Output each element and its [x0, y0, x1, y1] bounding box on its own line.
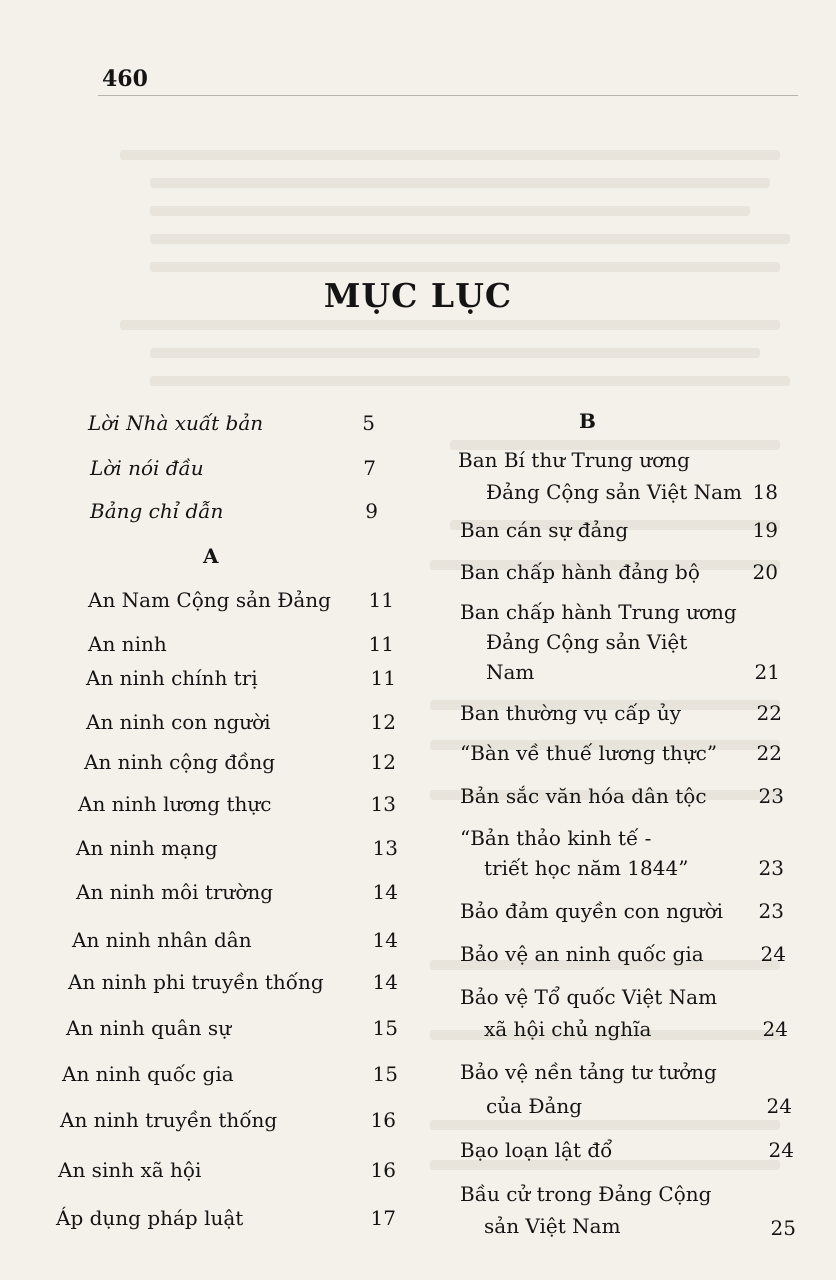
toc-entry-continuation: của Đảng	[486, 1094, 583, 1118]
header-rule	[98, 95, 798, 96]
toc-page: 13	[370, 792, 396, 816]
toc-entry: Áp dụng pháp luật	[56, 1206, 244, 1230]
toc-entry: Ban chấp hành đảng bộ	[460, 560, 700, 584]
toc-entry-continuation: Nam	[486, 660, 535, 684]
toc-entry: An ninh môi trường	[76, 880, 274, 904]
toc-page: 12	[370, 750, 396, 774]
toc-page: 18	[752, 480, 778, 504]
toc-entry: An ninh phi truyền thống	[68, 970, 324, 994]
toc-page: 24	[768, 1138, 794, 1162]
toc-page: 16	[370, 1108, 396, 1132]
toc-page: 19	[752, 518, 778, 542]
toc-entry: An ninh quân sự	[66, 1016, 232, 1040]
toc-entry-continuation: xã hội chủ nghĩa	[484, 1017, 652, 1041]
toc-entry: Bảo vệ nền tảng tư tưởng	[460, 1060, 717, 1084]
toc-page: 13	[372, 836, 398, 860]
toc-entry: Ban thường vụ cấp ủy	[460, 701, 682, 725]
section-letter-a: A	[203, 544, 219, 568]
toc-entry-continuation: Đảng Cộng sản Việt Nam	[486, 480, 743, 504]
toc-page: 24	[760, 942, 786, 966]
section-letter-b: B	[579, 409, 596, 433]
toc-page: 9	[365, 499, 378, 523]
page-number: 460	[102, 66, 148, 92]
toc-entry: An Nam Cộng sản Đảng	[88, 588, 331, 612]
toc-page: 23	[758, 784, 784, 808]
toc-page: 14	[372, 970, 398, 994]
toc-page: 14	[372, 928, 398, 952]
toc-page: 11	[368, 588, 394, 612]
toc-entry: Lời Nhà xuất bản	[88, 411, 264, 435]
toc-page: 25	[770, 1216, 796, 1240]
toc-page: 16	[370, 1158, 396, 1182]
toc-page: 12	[370, 710, 396, 734]
toc-entry: Bạo loạn lật đổ	[460, 1138, 613, 1162]
toc-page: 14	[372, 880, 398, 904]
toc-entry: Bảo vệ Tổ quốc Việt Nam	[460, 985, 718, 1009]
toc-page: 5	[362, 411, 375, 435]
toc-entry: Lời nói đầu	[90, 456, 204, 480]
toc-entry: An sinh xã hội	[58, 1158, 202, 1182]
toc-entry-continuation: Đảng Cộng sản Việt	[486, 630, 688, 654]
toc-entry: An ninh cộng đồng	[84, 750, 276, 774]
toc-entry: Bảo vệ an ninh quốc gia	[460, 942, 704, 966]
toc-entry-continuation: triết học năm 1844”	[484, 856, 689, 880]
toc-page: 21	[754, 660, 780, 684]
toc-entry: Ban cán sự đảng	[460, 518, 629, 542]
toc-page: 24	[762, 1017, 788, 1041]
toc-entry: An ninh nhân dân	[72, 928, 252, 952]
toc-entry: Bầu cử trong Đảng Cộng	[460, 1182, 712, 1206]
toc-entry: “Bản thảo kinh tế -	[460, 826, 652, 850]
toc-page: 11	[370, 666, 396, 690]
toc-page: 24	[766, 1094, 792, 1118]
toc-page: 7	[363, 456, 376, 480]
toc-entry: An ninh mạng	[76, 836, 218, 860]
toc-entry: Bảng chỉ dẫn	[90, 499, 224, 523]
toc-entry: Bảo đảm quyền con người	[460, 899, 724, 923]
toc-entry: “Bàn về thuế lương thực”	[460, 741, 718, 765]
toc-entry: An ninh truyền thống	[60, 1108, 278, 1132]
toc-page: 15	[372, 1016, 398, 1040]
toc-entry-continuation: sản Việt Nam	[484, 1214, 621, 1238]
toc-page: 22	[756, 741, 782, 765]
toc-page: 11	[368, 632, 394, 656]
page-title: MỤC LỤC	[323, 276, 513, 315]
toc-page: 17	[370, 1206, 396, 1230]
toc-entry: An ninh lương thực	[78, 792, 272, 816]
toc-entry: An ninh chính trị	[86, 666, 258, 690]
toc-page: 23	[758, 856, 784, 880]
toc-entry: Ban Bí thư Trung ương	[458, 448, 690, 472]
toc-entry: Bản sắc văn hóa dân tộc	[460, 784, 707, 808]
toc-page: 23	[758, 899, 784, 923]
toc-entry: An ninh quốc gia	[62, 1062, 234, 1086]
toc-entry: An ninh	[88, 632, 167, 656]
toc-entry: An ninh con người	[86, 710, 271, 734]
toc-page: 15	[372, 1062, 398, 1086]
toc-entry: Ban chấp hành Trung ương	[460, 600, 737, 624]
toc-page: 20	[752, 560, 778, 584]
toc-page: 22	[756, 701, 782, 725]
